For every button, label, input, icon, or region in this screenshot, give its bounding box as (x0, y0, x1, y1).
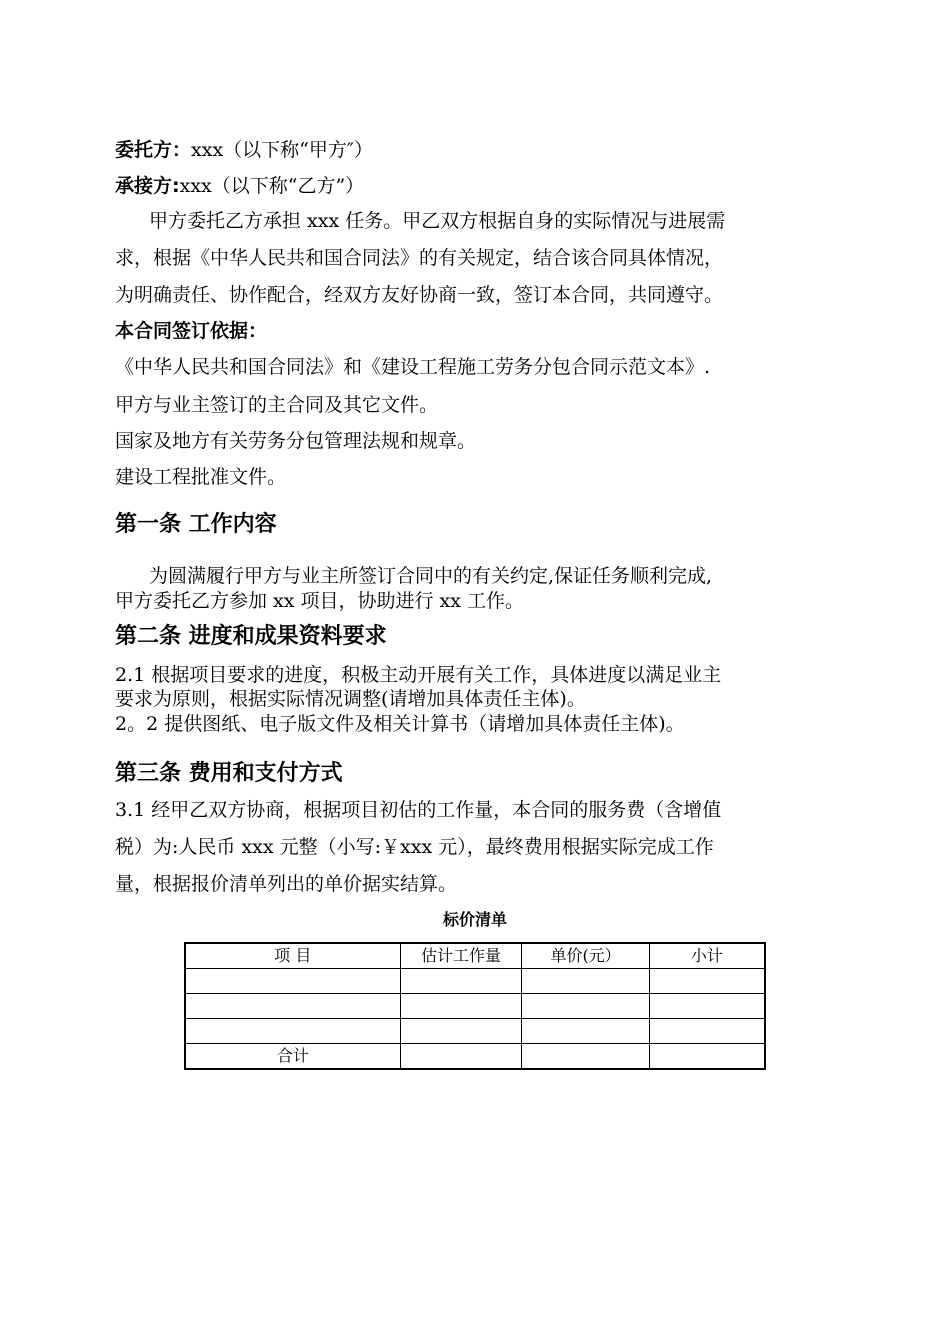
table-header-row (185, 943, 765, 969)
intro-line: 为明确责任、协作配合，经双方友好协商一致，签订本合同，共同遵守。 (115, 284, 724, 306)
table-cell[interactable] (649, 1044, 765, 1070)
basis-item: 甲方与业主签订的主合同及其它文件。 (115, 394, 439, 416)
header-cell: 项 目 (185, 943, 400, 969)
price-table (184, 942, 766, 1070)
article2-line: 2.1 根据项目要求的进度，积极主动开展有关工作，具体进度以满足业主 (115, 664, 722, 686)
table-cell[interactable] (400, 1019, 522, 1044)
article3-title: 第三条 费用和支付方式 (115, 761, 343, 786)
table-total-row (185, 1044, 765, 1070)
article2-line: 2。2 提供图纸、电子版文件及相关计算书（请增加具体责任主体)。 (115, 713, 685, 735)
price-table-caption: 标价清单 (442, 910, 507, 929)
table-cell[interactable] (185, 994, 400, 1019)
client-label: 委托方： (115, 139, 192, 161)
article2-line: 要求为原则，根据实际情况调整(请增加具体责任主体)。 (115, 688, 586, 710)
contractor-line (115, 173, 840, 199)
table-cell[interactable] (185, 1019, 400, 1044)
table-cell[interactable] (649, 994, 765, 1019)
article3-line: 量，根据报价清单列出的单价据实结算。 (115, 873, 458, 895)
table-row (185, 969, 765, 994)
table-cell[interactable] (400, 994, 522, 1019)
table-cell[interactable] (649, 1019, 765, 1044)
total-label-cell: 合计 (185, 1044, 400, 1070)
basis-item: 建设工程批准文件。 (115, 466, 287, 488)
table-cell[interactable] (400, 1044, 522, 1070)
basis-item: 《中华人民共和国合同法》和《建设工程施工劳务分包合同示范文本》. (115, 356, 711, 378)
basis-title: 本合同签订依据： (115, 320, 268, 342)
intro-line: 甲方委托乙方承担 xxx 任务。甲乙双方根据自身的实际情况与进展需 (149, 210, 726, 232)
article3-line: 3.1 经甲乙双方协商，根据项目初估的工作量，本合同的服务费（含增值 (115, 799, 722, 821)
basis-item: 国家及地方有关劳务分包管理法规和规章。 (115, 430, 477, 452)
article1-line: 甲方委托乙方参加 xx 项目，协助进行 xx 工作。 (115, 590, 525, 612)
table-cell[interactable] (400, 969, 522, 994)
header-cell: 估计工作量 (400, 943, 522, 969)
header-cell: 小计 (649, 943, 765, 969)
table-cell[interactable] (185, 969, 400, 994)
contractor-label: 承接方: (115, 175, 180, 197)
table-cell[interactable] (522, 969, 650, 994)
client-line (115, 137, 840, 163)
table-cell[interactable] (522, 994, 650, 1019)
table-cell[interactable] (649, 969, 765, 994)
article1-title: 第一条 工作内容 (115, 512, 277, 537)
table-row (185, 994, 765, 1019)
client-value: xxx（以下称“甲方″） (191, 139, 373, 161)
intro-line: 求，根据《中华人民共和国合同法》的有关规定，结合该合同具体情况， (115, 247, 724, 269)
article1-line: 为圆满履行甲方与业主所签订合同中的有关约定,保证任务顺利完成, (149, 565, 713, 587)
table-cell[interactable] (522, 1044, 650, 1070)
contractor-value: xxx（以下称“乙方”） (179, 175, 365, 197)
header-cell: 单价(元） (522, 943, 650, 969)
table-row (185, 1019, 765, 1044)
article2-title: 第二条 进度和成果资料要求 (115, 624, 387, 649)
table-cell[interactable] (522, 1019, 650, 1044)
article3-line: 税）为:人民币 xxx 元整（小写:￥xxx 元），最终费用根据实际完成工作 (115, 836, 714, 858)
